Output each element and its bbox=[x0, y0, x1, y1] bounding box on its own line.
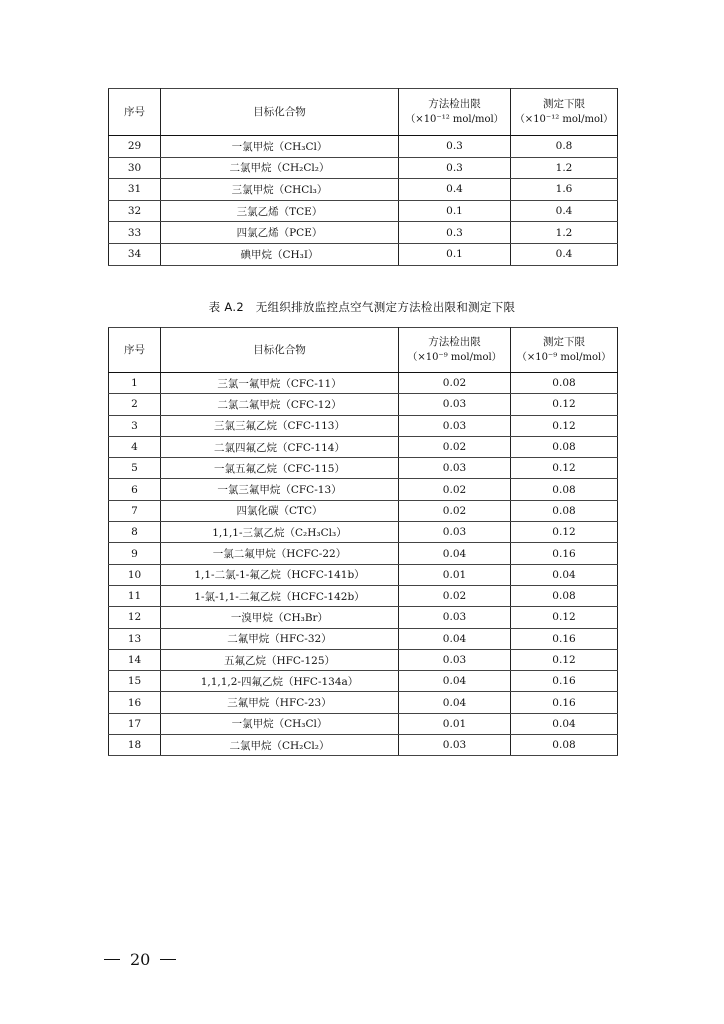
cell-lql: 0.04 bbox=[511, 564, 618, 585]
cell-compound: 三氯三氟乙烷（CFC-113） bbox=[161, 415, 399, 436]
cell-compound: 一氯甲烷（CH₃Cl） bbox=[161, 713, 399, 734]
header-mdl-label: 方法检出限 bbox=[428, 98, 481, 110]
cell-seq: 6 bbox=[109, 479, 161, 500]
table-row bbox=[109, 243, 618, 265]
table-row bbox=[109, 585, 618, 606]
cell-lql: 0.08 bbox=[511, 585, 618, 606]
cell-seq: 9 bbox=[109, 543, 161, 564]
table-row bbox=[109, 157, 618, 179]
cell-seq: 4 bbox=[109, 436, 161, 457]
cell-mdl: 0.3 bbox=[399, 222, 511, 244]
cell-seq: 17 bbox=[109, 713, 161, 734]
footer-dash-right bbox=[160, 959, 176, 961]
header-lql-unit: （×10⁻⁹ mol/mol） bbox=[516, 352, 612, 363]
cell-seq: 5 bbox=[109, 458, 161, 479]
header-seq: 序号 bbox=[109, 89, 161, 136]
table-row bbox=[109, 522, 618, 543]
cell-seq: 15 bbox=[109, 671, 161, 692]
cell-lql: 0.12 bbox=[511, 415, 618, 436]
header-lower-quantitation-limit bbox=[511, 328, 618, 373]
cell-compound: 碘甲烷（CH₃I） bbox=[161, 243, 399, 265]
cell-compound: 一氯五氟乙烷（CFC-115） bbox=[161, 458, 399, 479]
cell-lql: 0.8 bbox=[511, 136, 618, 158]
table-header-row bbox=[109, 328, 618, 373]
cell-compound: 1,1-二氯-1-氟乙烷（HCFC-141b） bbox=[161, 564, 399, 585]
cell-lql: 0.04 bbox=[511, 713, 618, 734]
cell-compound: 二氯甲烷（CH₂Cl₂） bbox=[161, 157, 399, 179]
table-row bbox=[109, 479, 618, 500]
cell-lql: 0.12 bbox=[511, 394, 618, 415]
header-compound: 目标化合物 bbox=[161, 328, 399, 373]
cell-mdl: 0.03 bbox=[399, 458, 511, 479]
cell-lql: 1.6 bbox=[511, 179, 618, 201]
cell-compound: 一溴甲烷（CH₃Br） bbox=[161, 607, 399, 628]
footer-dash-left bbox=[104, 959, 120, 961]
cell-mdl: 0.03 bbox=[399, 394, 511, 415]
table-row bbox=[109, 628, 618, 649]
cell-seq: 3 bbox=[109, 415, 161, 436]
cell-seq: 1 bbox=[109, 373, 161, 394]
cell-lql: 0.08 bbox=[511, 436, 618, 457]
table-row bbox=[109, 735, 618, 756]
cell-lql: 0.16 bbox=[511, 671, 618, 692]
table-row bbox=[109, 136, 618, 158]
cell-mdl: 0.3 bbox=[399, 136, 511, 158]
table-row bbox=[109, 179, 618, 201]
cell-lql: 0.4 bbox=[511, 200, 618, 222]
cell-mdl: 0.02 bbox=[399, 585, 511, 606]
table-row bbox=[109, 649, 618, 670]
cell-compound: 一氯甲烷（CH₃Cl） bbox=[161, 136, 399, 158]
header-compound: 目标化合物 bbox=[161, 89, 399, 136]
header-mdl-unit: （×10⁻⁹ mol/mol） bbox=[407, 352, 502, 363]
cell-mdl: 0.02 bbox=[399, 479, 511, 500]
cell-mdl: 0.02 bbox=[399, 436, 511, 457]
cell-seq: 34 bbox=[109, 243, 161, 265]
cell-mdl: 0.01 bbox=[399, 564, 511, 585]
table-row bbox=[109, 222, 618, 244]
header-method-detection-limit bbox=[399, 328, 511, 373]
cell-seq: 11 bbox=[109, 585, 161, 606]
cell-compound: 二氯甲烷（CH₂Cl₂） bbox=[161, 735, 399, 756]
cell-mdl: 0.03 bbox=[399, 735, 511, 756]
cell-seq: 13 bbox=[109, 628, 161, 649]
cell-mdl: 0.02 bbox=[399, 373, 511, 394]
cell-compound: 三氯乙烯（TCE） bbox=[161, 200, 399, 222]
cell-lql: 1.2 bbox=[511, 157, 618, 179]
cell-mdl: 0.03 bbox=[399, 415, 511, 436]
cell-seq: 14 bbox=[109, 649, 161, 670]
cell-mdl: 0.01 bbox=[399, 713, 511, 734]
table-header-row bbox=[109, 89, 618, 136]
header-mdl-label: 方法检出限 bbox=[428, 336, 481, 348]
cell-compound: 四氯乙烯（PCE） bbox=[161, 222, 399, 244]
cell-lql: 1.2 bbox=[511, 222, 618, 244]
cell-compound: 三氯一氟甲烷（CFC-11） bbox=[161, 373, 399, 394]
table-row bbox=[109, 564, 618, 585]
cell-compound: 二氯二氟甲烷（CFC-12） bbox=[161, 394, 399, 415]
header-lql-label: 测定下限 bbox=[543, 98, 585, 110]
cell-lql: 0.12 bbox=[511, 458, 618, 479]
cell-lql: 0.16 bbox=[511, 692, 618, 713]
cell-seq: 2 bbox=[109, 394, 161, 415]
cell-seq: 7 bbox=[109, 500, 161, 521]
cell-lql: 0.08 bbox=[511, 373, 618, 394]
cell-seq: 8 bbox=[109, 522, 161, 543]
cell-seq: 18 bbox=[109, 735, 161, 756]
cell-mdl: 0.03 bbox=[399, 607, 511, 628]
table-row bbox=[109, 436, 618, 457]
table-row bbox=[109, 500, 618, 521]
table-caption: 表 A.2 无组织排放监控点空气测定方法检出限和测定下限 bbox=[208, 300, 516, 314]
cell-mdl: 0.1 bbox=[399, 200, 511, 222]
table-row bbox=[109, 458, 618, 479]
cell-compound: 三氯甲烷（CHCl₃） bbox=[161, 179, 399, 201]
cell-seq: 10 bbox=[109, 564, 161, 585]
cell-mdl: 0.04 bbox=[399, 671, 511, 692]
cell-compound: 1,1,1-三氯乙烷（C₂H₃Cl₃） bbox=[161, 522, 399, 543]
cell-seq: 12 bbox=[109, 607, 161, 628]
table-row bbox=[109, 200, 618, 222]
header-mdl-unit: （×10⁻¹² mol/mol） bbox=[405, 114, 504, 125]
cell-mdl: 0.02 bbox=[399, 500, 511, 521]
cell-seq: 16 bbox=[109, 692, 161, 713]
header-method-detection-limit bbox=[399, 89, 511, 136]
table-row bbox=[109, 373, 618, 394]
cell-mdl: 0.1 bbox=[399, 243, 511, 265]
cell-seq: 29 bbox=[109, 136, 161, 158]
cell-lql: 0.12 bbox=[511, 607, 618, 628]
table-row bbox=[109, 692, 618, 713]
cell-lql: 0.08 bbox=[511, 500, 618, 521]
header-lql-unit: （×10⁻¹² mol/mol） bbox=[514, 114, 614, 125]
cell-lql: 0.4 bbox=[511, 243, 618, 265]
table-row bbox=[109, 607, 618, 628]
cell-mdl: 0.04 bbox=[399, 543, 511, 564]
cell-compound: 一氯三氟甲烷（CFC-13） bbox=[161, 479, 399, 500]
cell-lql: 0.16 bbox=[511, 628, 618, 649]
cell-mdl: 0.3 bbox=[399, 157, 511, 179]
cell-compound: 二氯四氟乙烷（CFC-114） bbox=[161, 436, 399, 457]
cell-seq: 33 bbox=[109, 222, 161, 244]
page-footer bbox=[104, 950, 176, 969]
cell-seq: 31 bbox=[109, 179, 161, 201]
table-row bbox=[109, 671, 618, 692]
cell-lql: 0.12 bbox=[511, 649, 618, 670]
table-row bbox=[109, 394, 618, 415]
cell-mdl: 0.04 bbox=[399, 628, 511, 649]
table-row bbox=[109, 543, 618, 564]
cell-mdl: 0.03 bbox=[399, 649, 511, 670]
cell-compound: 1-氯-1,1-二氟乙烷（HCFC-142b） bbox=[161, 585, 399, 606]
cell-lql: 0.16 bbox=[511, 543, 618, 564]
cell-compound: 二氟甲烷（HFC-32） bbox=[161, 628, 399, 649]
cell-mdl: 0.04 bbox=[399, 692, 511, 713]
cell-seq: 30 bbox=[109, 157, 161, 179]
detection-limit-table-continued bbox=[108, 88, 618, 266]
cell-compound: 五氟乙烷（HFC-125） bbox=[161, 649, 399, 670]
cell-seq: 32 bbox=[109, 200, 161, 222]
cell-lql: 0.12 bbox=[511, 522, 618, 543]
header-lower-quantitation-limit bbox=[511, 89, 618, 136]
header-lql-label: 测定下限 bbox=[543, 336, 585, 348]
page-number: 20 bbox=[130, 950, 151, 969]
header-seq: 序号 bbox=[109, 328, 161, 373]
cell-lql: 0.08 bbox=[511, 479, 618, 500]
cell-mdl: 0.4 bbox=[399, 179, 511, 201]
cell-compound: 四氯化碳（CTC） bbox=[161, 500, 399, 521]
table-row bbox=[109, 415, 618, 436]
table-row bbox=[109, 713, 618, 734]
cell-compound: 1,1,1,2-四氟乙烷（HFC-134a） bbox=[161, 671, 399, 692]
fugitive-emission-limit-table bbox=[108, 327, 618, 756]
cell-compound: 三氟甲烷（HFC-23） bbox=[161, 692, 399, 713]
cell-lql: 0.08 bbox=[511, 735, 618, 756]
cell-compound: 一氯二氟甲烷（HCFC-22） bbox=[161, 543, 399, 564]
cell-mdl: 0.03 bbox=[399, 522, 511, 543]
